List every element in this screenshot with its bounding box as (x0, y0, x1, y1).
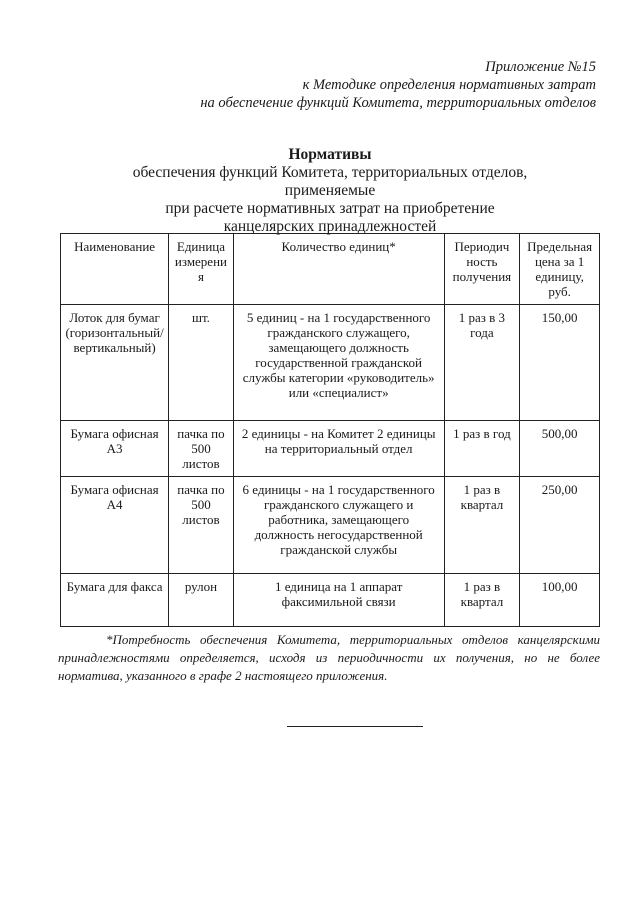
table-row (61, 574, 600, 627)
cell-unit: рулон (169, 574, 234, 627)
cell-name: Бумага офисная А4 (61, 477, 169, 574)
table-row (61, 421, 600, 477)
cell-period: 1 раз в квартал (444, 477, 520, 574)
cell-unit: шт. (169, 305, 234, 421)
appendix-header (76, 58, 596, 112)
cell-quantity: 5 единиц - на 1 государственного гражданского служащего, замещающего должность государственной гражданской службы категории «руководитель» или «специалист» (233, 305, 444, 421)
document-subtitle-line-2: при расчете нормативных затрат на приобретение (165, 200, 495, 217)
cell-quantity: 2 единицы - на Комитет 2 единицы на территориальный отдел (233, 421, 444, 477)
appendix-reference: к Методике определения нормативных затрат (302, 77, 596, 93)
cell-name: Бумага для факса (61, 574, 169, 627)
cell-period: 1 раз в год (444, 421, 520, 477)
cell-price: 500,00 (520, 421, 600, 477)
cell-period: 1 раз в 3 года (444, 305, 520, 421)
column-header-period: Периодич ность получения (444, 234, 520, 305)
column-header-name: Наименование (61, 234, 169, 305)
cell-quantity: 6 единицы - на 1 государственного гражданского служащего и работника, замещающего должность негосударственной гражданской службы (233, 477, 444, 574)
cell-price: 250,00 (520, 477, 600, 574)
appendix-reference-cont: на обеспечение функций Комитета, территориальных отделов (200, 95, 596, 111)
column-header-quantity: Количество единиц* (233, 234, 444, 305)
document-title: Нормативы (288, 146, 372, 163)
document-subtitle-line-1: обеспечения функций Комитета, территориальных отделов, применяемые (132, 164, 528, 199)
cell-price: 100,00 (520, 574, 600, 627)
cell-price: 150,00 (520, 305, 600, 421)
column-header-price: Предельная цена за 1 единицу, руб. (520, 234, 600, 305)
document-title-block (120, 146, 540, 236)
cell-name: Лоток для бумаг (горизонтальный/ вертикальный) (61, 305, 169, 421)
cell-name: Бумага офисная А3 (61, 421, 169, 477)
table-header-row (61, 234, 600, 305)
cell-quantity: 1 единица на 1 аппарат факсимильной связи (233, 574, 444, 627)
cell-period: 1 раз в квартал (444, 574, 520, 627)
table-row (61, 477, 600, 574)
appendix-number: Приложение №15 (485, 59, 596, 75)
table-row (61, 305, 600, 421)
cell-unit: пачка по 500 листов (169, 477, 234, 574)
document-subtitle-line-3: канцелярских принадлежностей (223, 218, 437, 235)
norms-table (60, 233, 600, 627)
footnote: *Потребность обеспечения Комитета, территориальных отделов канцелярскими принадлежностями определяется, исходя из периодичности их получения, но не более норматива, указанного в графе 2 настоящего приложения. (58, 632, 600, 683)
closing-line (287, 726, 423, 727)
column-header-unit: Единица измерени я (169, 234, 234, 305)
cell-unit: пачка по 500 листов (169, 421, 234, 477)
